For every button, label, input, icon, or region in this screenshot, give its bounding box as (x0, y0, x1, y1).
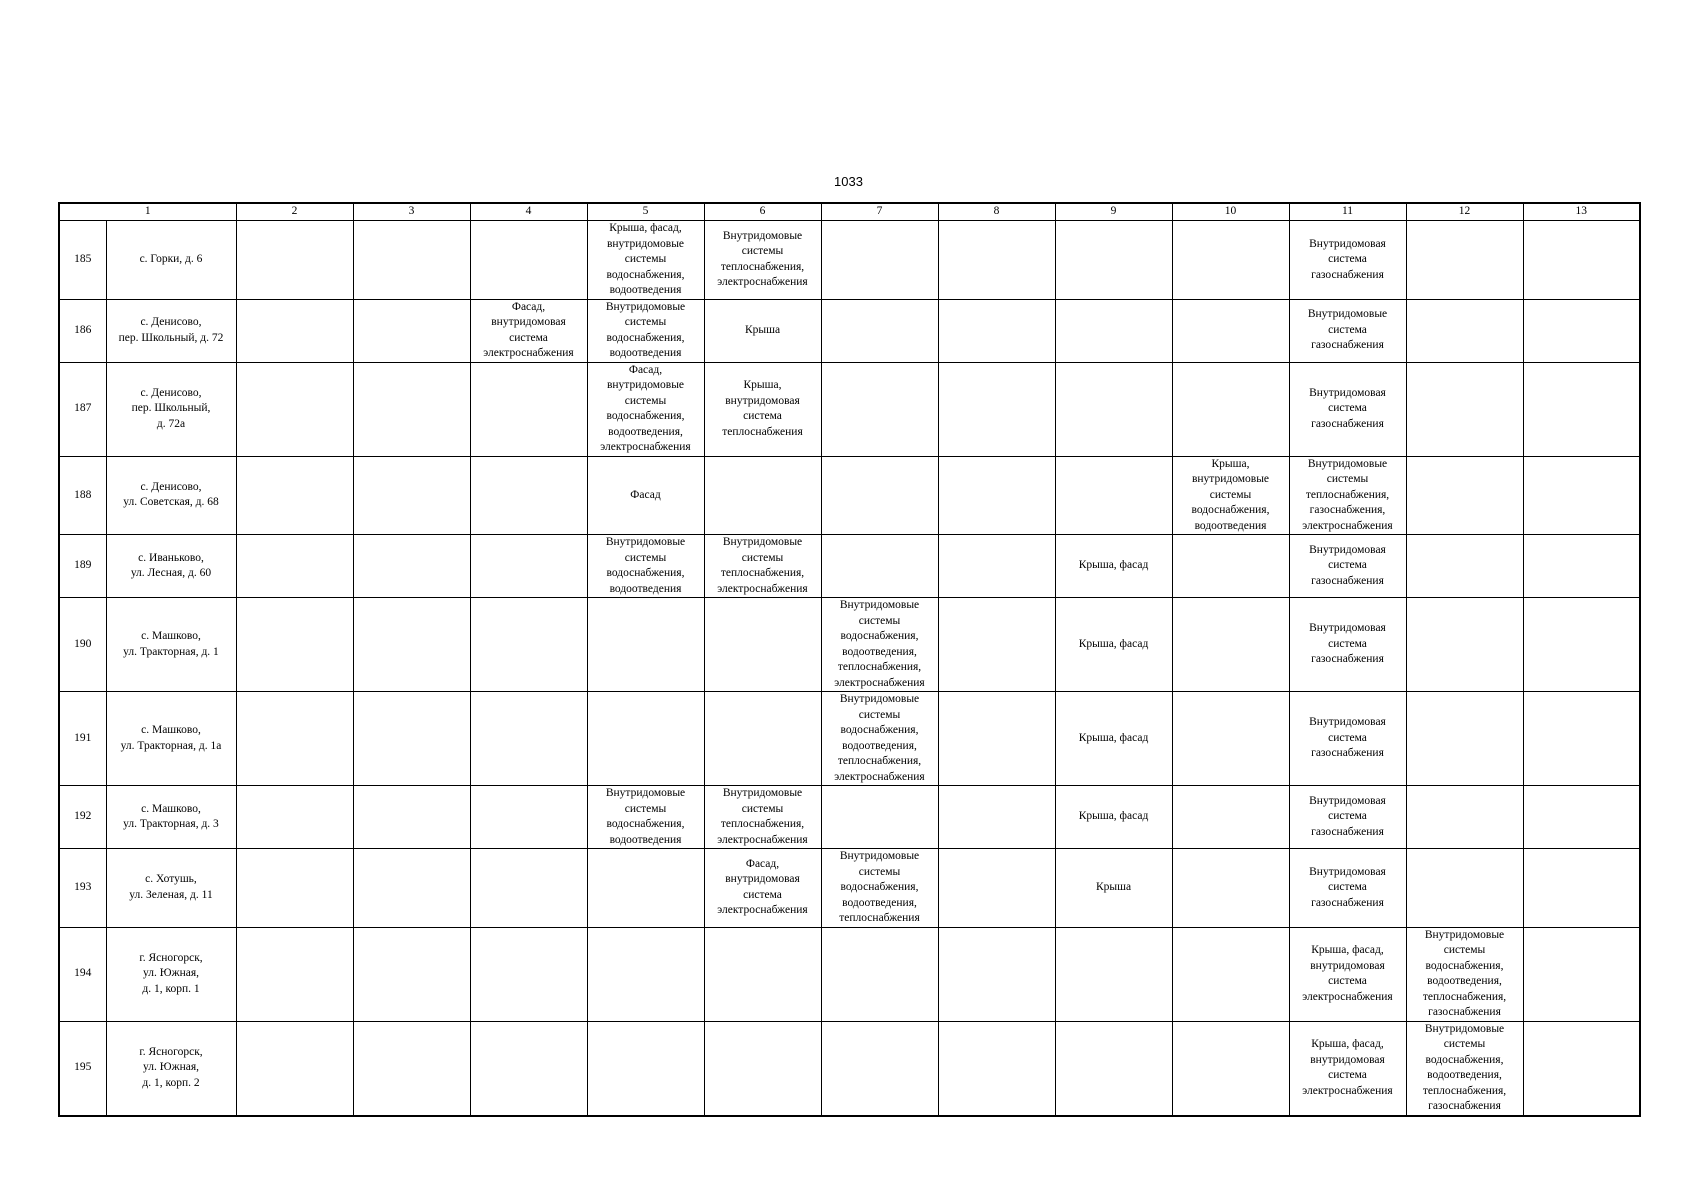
work-cell-col-13 (1523, 927, 1640, 1021)
work-cell-col-9: Крыша, фасад (1055, 598, 1172, 692)
address-cell: с. Иваньково, ул. Лесная, д. 60 (106, 535, 236, 598)
work-cell-col-2 (236, 456, 353, 535)
table-row (59, 927, 1640, 1021)
work-cell-col-12 (1406, 456, 1523, 535)
work-cell-col-13 (1523, 299, 1640, 362)
work-cell-col-9: Крыша, фасад (1055, 786, 1172, 849)
work-cell-col-4 (470, 1021, 587, 1116)
work-cell-col-3 (353, 598, 470, 692)
work-cell-col-5 (587, 692, 704, 786)
work-cell-col-10: Крыша, внутридомовые системы водоснабжения, водоотведения (1172, 456, 1289, 535)
work-cell-col-3 (353, 221, 470, 300)
work-cell-col-5 (587, 1021, 704, 1116)
work-cell-col-7 (821, 456, 938, 535)
work-cell-col-3 (353, 535, 470, 598)
column-header-8: 8 (938, 203, 1055, 221)
work-cell-col-3 (353, 299, 470, 362)
table-row (59, 598, 1640, 692)
work-cell-col-11: Внутридомовые система газоснабжения (1289, 299, 1406, 362)
work-cell-col-3 (353, 456, 470, 535)
table-row (59, 456, 1640, 535)
column-header-2: 2 (236, 203, 353, 221)
work-cell-col-11: Внутридомовая система газоснабжения (1289, 598, 1406, 692)
work-cell-col-8 (938, 456, 1055, 535)
work-cell-col-7 (821, 786, 938, 849)
work-cell-col-8 (938, 299, 1055, 362)
work-cell-col-9 (1055, 927, 1172, 1021)
work-cell-col-5: Фасад (587, 456, 704, 535)
work-cell-col-11: Внутридомовые системы теплоснабжения, газоснабжения, электроснабжения (1289, 456, 1406, 535)
work-cell-col-12 (1406, 299, 1523, 362)
work-cell-col-8 (938, 927, 1055, 1021)
row-number: 193 (59, 849, 106, 928)
work-cell-col-6: Внутридомовые системы теплоснабжения, электроснабжения (704, 786, 821, 849)
work-cell-col-4 (470, 598, 587, 692)
work-cell-col-2 (236, 362, 353, 456)
work-cell-col-10 (1172, 786, 1289, 849)
work-cell-col-7 (821, 535, 938, 598)
work-cell-col-11: Внутридомовая система газоснабжения (1289, 849, 1406, 928)
work-cell-col-12 (1406, 786, 1523, 849)
work-cell-col-8 (938, 535, 1055, 598)
row-number: 190 (59, 598, 106, 692)
work-cell-col-5 (587, 849, 704, 928)
address-cell: с. Денисово, ул. Советская, д. 68 (106, 456, 236, 535)
work-cell-col-12 (1406, 221, 1523, 300)
work-cell-col-13 (1523, 221, 1640, 300)
row-number: 194 (59, 927, 106, 1021)
work-cell-col-8 (938, 1021, 1055, 1116)
column-header-10: 10 (1172, 203, 1289, 221)
work-cell-col-8 (938, 786, 1055, 849)
column-header-6: 6 (704, 203, 821, 221)
address-cell: с. Денисово, пер. Школьный, д. 72 (106, 299, 236, 362)
address-cell: с. Хотушь, ул. Зеленая, д. 11 (106, 849, 236, 928)
work-cell-col-7: Внутридомовые системы водоснабжения, водоотведения, теплоснабжения (821, 849, 938, 928)
table-row (59, 1021, 1640, 1116)
work-cell-col-10 (1172, 299, 1289, 362)
repair-schedule-table (58, 202, 1641, 1117)
work-cell-col-6: Крыша (704, 299, 821, 362)
work-cell-col-9 (1055, 299, 1172, 362)
work-cell-col-9 (1055, 456, 1172, 535)
work-cell-col-11: Внутридомовая система газоснабжения (1289, 692, 1406, 786)
work-cell-col-6 (704, 598, 821, 692)
work-cell-col-4 (470, 535, 587, 598)
work-cell-col-10 (1172, 692, 1289, 786)
work-cell-col-4: Фасад, внутридомовая система электроснабжения (470, 299, 587, 362)
column-header-5: 5 (587, 203, 704, 221)
work-cell-col-4 (470, 927, 587, 1021)
work-cell-col-7: Внутридомовые системы водоснабжения, водоотведения, теплоснабжения, электроснабжения (821, 692, 938, 786)
table-row (59, 786, 1640, 849)
work-cell-col-5 (587, 927, 704, 1021)
table-body (59, 221, 1640, 1116)
row-number: 185 (59, 221, 106, 300)
work-cell-col-5: Фасад, внутридомовые системы водоснабжения, водоотведения, электроснабжения (587, 362, 704, 456)
work-cell-col-10 (1172, 598, 1289, 692)
row-number: 189 (59, 535, 106, 598)
column-header-3: 3 (353, 203, 470, 221)
work-cell-col-4 (470, 362, 587, 456)
work-cell-col-5: Внутридомовые системы водоснабжения, водоотведения (587, 299, 704, 362)
work-cell-col-9: Крыша, фасад (1055, 535, 1172, 598)
row-number: 188 (59, 456, 106, 535)
column-header-7: 7 (821, 203, 938, 221)
work-cell-col-2 (236, 535, 353, 598)
table-row (59, 849, 1640, 928)
work-cell-col-3 (353, 786, 470, 849)
work-cell-col-10 (1172, 927, 1289, 1021)
work-cell-col-8 (938, 598, 1055, 692)
work-cell-col-11: Внутридомовая система газоснабжения (1289, 786, 1406, 849)
work-cell-col-7 (821, 1021, 938, 1116)
work-cell-col-4 (470, 456, 587, 535)
work-cell-col-11: Внутридомовая система газоснабжения (1289, 535, 1406, 598)
work-cell-col-4 (470, 786, 587, 849)
work-cell-col-7 (821, 362, 938, 456)
work-cell-col-7 (821, 927, 938, 1021)
work-cell-col-5: Внутридомовые системы водоснабжения, водоотведения (587, 535, 704, 598)
row-number: 191 (59, 692, 106, 786)
work-cell-col-6: Фасад, внутридомовая система электроснабжения (704, 849, 821, 928)
work-cell-col-11: Крыша, фасад, внутридомовая система электроснабжения (1289, 927, 1406, 1021)
work-cell-col-2 (236, 299, 353, 362)
work-cell-col-8 (938, 221, 1055, 300)
work-cell-col-7: Внутридомовые системы водоснабжения, водоотведения, теплоснабжения, электроснабжения (821, 598, 938, 692)
work-cell-col-12 (1406, 849, 1523, 928)
work-cell-col-6 (704, 927, 821, 1021)
work-cell-col-10 (1172, 535, 1289, 598)
work-cell-col-3 (353, 362, 470, 456)
work-cell-col-9 (1055, 221, 1172, 300)
work-cell-col-2 (236, 692, 353, 786)
address-cell: с. Машково, ул. Тракторная, д. 1 (106, 598, 236, 692)
work-cell-col-6: Внутридомовые системы теплоснабжения, электроснабжения (704, 535, 821, 598)
column-header-11: 11 (1289, 203, 1406, 221)
work-cell-col-5 (587, 598, 704, 692)
work-cell-col-4 (470, 849, 587, 928)
table-header (59, 203, 1640, 221)
page-number: 1033 (834, 174, 863, 189)
work-cell-col-9 (1055, 362, 1172, 456)
work-cell-col-4 (470, 221, 587, 300)
work-cell-col-11: Внутридомовая система газоснабжения (1289, 221, 1406, 300)
work-cell-col-3 (353, 849, 470, 928)
work-cell-col-2 (236, 1021, 353, 1116)
column-header-1: 1 (59, 203, 236, 221)
work-cell-col-7 (821, 221, 938, 300)
work-cell-col-8 (938, 692, 1055, 786)
work-cell-col-10 (1172, 221, 1289, 300)
row-number: 186 (59, 299, 106, 362)
column-header-4: 4 (470, 203, 587, 221)
work-cell-col-11: Крыша, фасад, внутридомовая система электроснабжения (1289, 1021, 1406, 1116)
work-cell-col-13 (1523, 598, 1640, 692)
work-cell-col-2 (236, 786, 353, 849)
work-cell-col-12 (1406, 692, 1523, 786)
work-cell-col-13 (1523, 362, 1640, 456)
work-cell-col-7 (821, 299, 938, 362)
work-cell-col-13 (1523, 692, 1640, 786)
address-cell: с. Машково, ул. Тракторная, д. 1а (106, 692, 236, 786)
work-cell-col-9 (1055, 1021, 1172, 1116)
header-row (59, 203, 1640, 221)
work-cell-col-2 (236, 598, 353, 692)
table-row (59, 221, 1640, 300)
work-cell-col-4 (470, 692, 587, 786)
table-row (59, 692, 1640, 786)
work-cell-col-13 (1523, 849, 1640, 928)
work-cell-col-10 (1172, 1021, 1289, 1116)
table-row (59, 535, 1640, 598)
work-cell-col-13 (1523, 456, 1640, 535)
address-cell: г. Ясногорск, ул. Южная, д. 1, корп. 2 (106, 1021, 236, 1116)
work-cell-col-8 (938, 362, 1055, 456)
table-row (59, 299, 1640, 362)
work-cell-col-11: Внутридомовая система газоснабжения (1289, 362, 1406, 456)
work-cell-col-9: Крыша, фасад (1055, 692, 1172, 786)
work-cell-col-2 (236, 221, 353, 300)
address-cell: г. Ясногорск, ул. Южная, д. 1, корп. 1 (106, 927, 236, 1021)
work-cell-col-9: Крыша (1055, 849, 1172, 928)
address-cell: с. Горки, д. 6 (106, 221, 236, 300)
work-cell-col-5: Внутридомовые системы водоснабжения, водоотведения (587, 786, 704, 849)
work-cell-col-12: Внутридомовые системы водоснабжения, водоотведения, теплоснабжения, газоснабжения (1406, 927, 1523, 1021)
work-cell-col-5: Крыша, фасад, внутридомовые системы водоснабжения, водоотведения (587, 221, 704, 300)
work-cell-col-6: Внутридомовые системы теплоснабжения, электроснабжения (704, 221, 821, 300)
work-cell-col-8 (938, 849, 1055, 928)
work-cell-col-3 (353, 927, 470, 1021)
work-cell-col-10 (1172, 849, 1289, 928)
address-cell: с. Машково, ул. Тракторная, д. 3 (106, 786, 236, 849)
work-cell-col-2 (236, 849, 353, 928)
column-header-9: 9 (1055, 203, 1172, 221)
work-cell-col-6 (704, 1021, 821, 1116)
work-cell-col-3 (353, 1021, 470, 1116)
work-cell-col-2 (236, 927, 353, 1021)
work-cell-col-13 (1523, 535, 1640, 598)
work-cell-col-6 (704, 456, 821, 535)
row-number: 192 (59, 786, 106, 849)
row-number: 195 (59, 1021, 106, 1116)
address-cell: с. Денисово, пер. Школьный, д. 72а (106, 362, 236, 456)
column-header-13: 13 (1523, 203, 1640, 221)
work-cell-col-12 (1406, 362, 1523, 456)
column-header-12: 12 (1406, 203, 1523, 221)
row-number: 187 (59, 362, 106, 456)
work-cell-col-12: Внутридомовые системы водоснабжения, водоотведения, теплоснабжения, газоснабжения (1406, 1021, 1523, 1116)
work-cell-col-13 (1523, 786, 1640, 849)
work-cell-col-12 (1406, 535, 1523, 598)
work-cell-col-13 (1523, 1021, 1640, 1116)
work-cell-col-6 (704, 692, 821, 786)
table-row (59, 362, 1640, 456)
work-cell-col-6: Крыша, внутридомовая система теплоснабжения (704, 362, 821, 456)
work-cell-col-12 (1406, 598, 1523, 692)
work-cell-col-10 (1172, 362, 1289, 456)
work-cell-col-3 (353, 692, 470, 786)
